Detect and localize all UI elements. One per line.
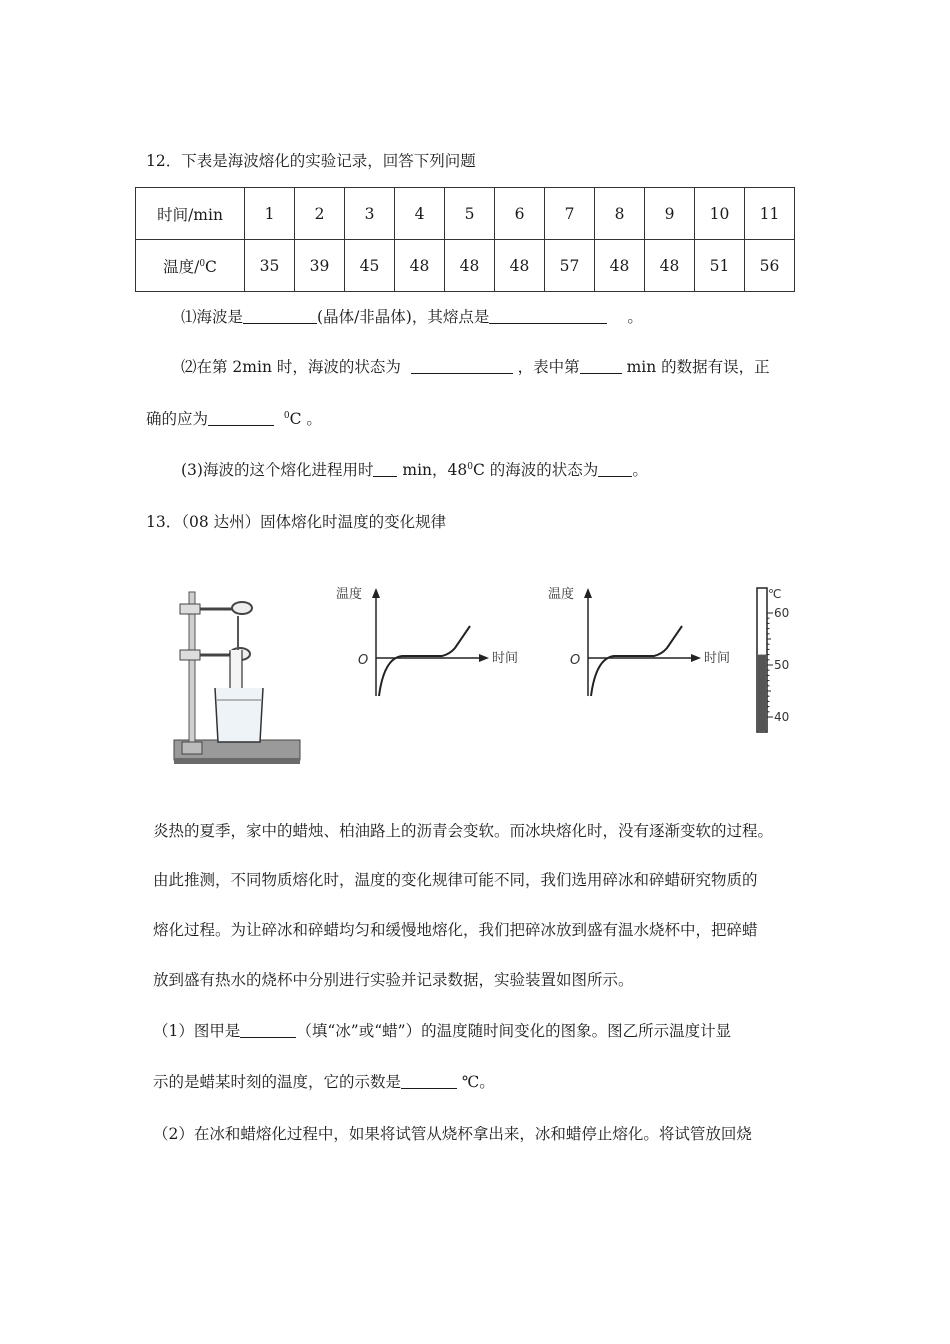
time-cell: 6: [495, 188, 545, 240]
answer-blank[interactable]: [373, 461, 397, 477]
x-axis-label: 时间: [704, 651, 731, 666]
time-cell: 5: [445, 188, 495, 240]
temp-cell: 48: [495, 240, 545, 292]
temp-cell: 45: [345, 240, 395, 292]
time-cell: 1: [245, 188, 295, 240]
time-cell: 11: [745, 188, 795, 240]
thermometer-tick-label: 40: [774, 710, 790, 724]
thermometer-tick-label: 50: [774, 658, 790, 672]
answer-blank[interactable]: [580, 358, 622, 374]
temp-header: 温度/$^0$C: [136, 240, 245, 292]
answer-blank[interactable]: [489, 308, 607, 324]
answer-blank[interactable]: [243, 308, 317, 324]
table-row-temp: [136, 240, 795, 292]
origin-label: O: [358, 653, 369, 668]
temp-cell: 48: [445, 240, 495, 292]
time-header: 时间/min: [136, 188, 245, 240]
time-cell: 10: [695, 188, 745, 240]
origin-label: O: [570, 653, 581, 668]
answer-blank[interactable]: [598, 461, 632, 477]
q13-paragraph-line: 由此推测，不同物质熔化时，温度的变化规律可能不同，我们选用碎冰和碎蜡研究物质的: [153, 871, 758, 889]
graph-left: [332, 584, 527, 702]
q13-sub2: （2）在冰和蜡熔化过程中，如果将试管从烧杯拿出来，冰和蜡停止熔化。将试管放回烧: [153, 1125, 752, 1143]
time-cell: 2: [295, 188, 345, 240]
temp-cell: 48: [645, 240, 695, 292]
answer-blank[interactable]: [208, 410, 274, 426]
melting-data-table: [135, 187, 795, 292]
temp-cell: 48: [595, 240, 645, 292]
temp-cell: 35: [245, 240, 295, 292]
q13-paragraph-line: 熔化过程。为让碎冰和碎蜡均匀和缓慢地熔化，我们把碎冰放到盛有温水烧杯中，把碎蜡: [153, 921, 758, 939]
answer-blank[interactable]: [411, 358, 513, 374]
answer-blank[interactable]: [401, 1073, 457, 1089]
q12-part2: ⑵在第 2min 时，海波的状态为 ，表中第 min 的数据有误，正: [181, 358, 770, 376]
thermometer-unit: ℃: [768, 587, 782, 601]
q13-sub1-cont: 示的是蜡某时刻的温度，它的示数是 ℃。: [153, 1073, 495, 1091]
time-cell: 7: [545, 188, 595, 240]
time-cell: 3: [345, 188, 395, 240]
temp-cell: 56: [745, 240, 795, 292]
q12-title: 12．下表是海波熔化的实验记录，回答下列问题: [146, 152, 476, 170]
temp-cell: 51: [695, 240, 745, 292]
graph-right: [546, 584, 741, 702]
q12-part2-cont: 确的应为 $^0$C 。: [146, 410, 322, 428]
q12-part3: (3)海波的这个熔化进程用时 min，$48^0C$ 的海波的状态为 。: [181, 461, 648, 479]
thermometer: [748, 584, 808, 736]
time-cell: 9: [645, 188, 695, 240]
q12-part1: ⑴海波是 (晶体/非晶体)，其熔点是 。: [181, 308, 643, 326]
q13-paragraph-line: 炎热的夏季，家中的蜡烛、柏油路上的沥青会变软。而冰块熔化时，没有逐渐变软的过程。: [153, 822, 774, 840]
temp-cell: 48: [395, 240, 445, 292]
y-axis-label: 温度: [336, 587, 363, 602]
thermometer-tick-label: 60: [774, 606, 790, 620]
q13-sub1: （1）图甲是 （填“冰”或“蜡”）的温度随时间变化的图象。图乙所示温度计显: [153, 1022, 732, 1040]
experiment-apparatus: [160, 584, 308, 780]
q13-paragraph-line: 放到盛有热水的烧杯中分别进行实验并记录数据，实验装置如图所示。: [153, 971, 634, 989]
temp-cell: 39: [295, 240, 345, 292]
temp-cell: 57: [545, 240, 595, 292]
y-axis-label: 温度: [548, 587, 575, 602]
answer-blank[interactable]: [240, 1022, 296, 1038]
table-row-time: [136, 188, 795, 240]
x-axis-label: 时间: [492, 651, 519, 666]
time-cell: 8: [595, 188, 645, 240]
time-cell: 4: [395, 188, 445, 240]
thermometer-level: [758, 655, 766, 731]
q13-title: 13．（08 达州）固体熔化时温度的变化规律: [146, 513, 447, 531]
